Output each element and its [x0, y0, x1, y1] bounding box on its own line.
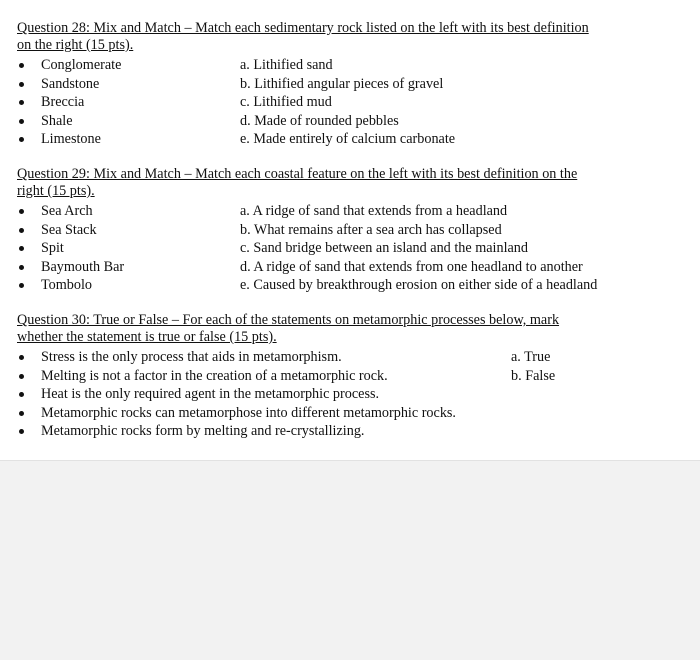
list-item [17, 367, 637, 386]
item-text: Sea Arch [41, 203, 93, 219]
item-text: Shale [41, 112, 73, 129]
option-text: d. Made of rounded pebbles [240, 112, 399, 129]
item-text: Sandstone [41, 75, 100, 92]
option-text: a. A ridge of sand that extends from a headland [240, 203, 508, 219]
statement-text: Metamorphic rocks form by melting and re-crystallizing. [41, 423, 365, 439]
list-item [17, 130, 637, 149]
item-text: Tombolo [41, 277, 93, 293]
item-text: Breccia [41, 94, 85, 110]
option-text: b. Lithified angular pieces of gravel [240, 75, 444, 92]
question-title-line-1: Question 29: Mix and Match – Match each coastal feature on the left with its best definition on the [17, 166, 578, 182]
list-item [17, 422, 637, 441]
match-list [17, 56, 637, 149]
list-item [17, 221, 637, 240]
statement-list [17, 348, 637, 441]
list-item [17, 112, 637, 131]
list-item [17, 75, 637, 94]
option-text: b. False [511, 367, 556, 384]
blank-background-area [0, 460, 700, 660]
option-text: e. Made entirely of calcium carbonate [240, 131, 456, 147]
option-text: d. A ridge of sand that extends from one headland to another [240, 258, 583, 275]
list-item [17, 404, 637, 423]
list-item [17, 56, 637, 75]
item-text: Sea Stack [41, 221, 97, 238]
option-text: a. True [511, 349, 551, 365]
statement-text: Stress is the only process that aids in metamorphism. [41, 349, 342, 365]
question-title-line-2: right (15 pts). [17, 183, 95, 199]
match-list [17, 202, 637, 295]
statement-text: Metamorphic rocks can metamorphose into different metamorphic rocks. [41, 404, 456, 421]
list-item [17, 239, 637, 258]
statement-text: Melting is not a factor in the creation of a metamorphic rock. [41, 367, 388, 384]
question-title-line-2: whether the statement is true or false (15 pts). [17, 329, 277, 345]
list-item [17, 93, 637, 112]
list-item [17, 348, 637, 367]
option-text: c. Lithified mud [240, 94, 332, 110]
question-title-line-1: Question 28: Mix and Match – Match each sedimentary rock listed on the left with its best definition [17, 20, 589, 36]
list-item [17, 202, 637, 221]
question-title-line-2: on the right (15 pts). [17, 37, 134, 53]
list-item [17, 385, 637, 404]
question-title [17, 20, 637, 54]
question-title-line-1: Question 30: True or False – For each of the statements on metamorphic processes below, mark [17, 312, 560, 328]
question-29 [17, 166, 637, 295]
question-28 [17, 20, 637, 149]
question-title [17, 166, 637, 200]
list-item [17, 276, 637, 295]
item-text: Baymouth Bar [41, 258, 125, 275]
list-item [17, 258, 637, 277]
item-text: Conglomerate [41, 57, 122, 73]
question-30 [17, 312, 637, 441]
option-text: b. What remains after a sea arch has collapsed [240, 221, 502, 238]
item-text: Limestone [41, 131, 101, 147]
option-text: a. Lithified sand [240, 57, 333, 73]
option-text: e. Caused by breakthrough erosion on either side of a headland [240, 277, 598, 293]
item-text: Spit [41, 240, 64, 256]
option-text: c. Sand bridge between an island and the mainland [240, 240, 528, 256]
statement-text: Heat is the only required agent in the metamorphic process. [41, 386, 380, 402]
question-title [17, 312, 637, 346]
